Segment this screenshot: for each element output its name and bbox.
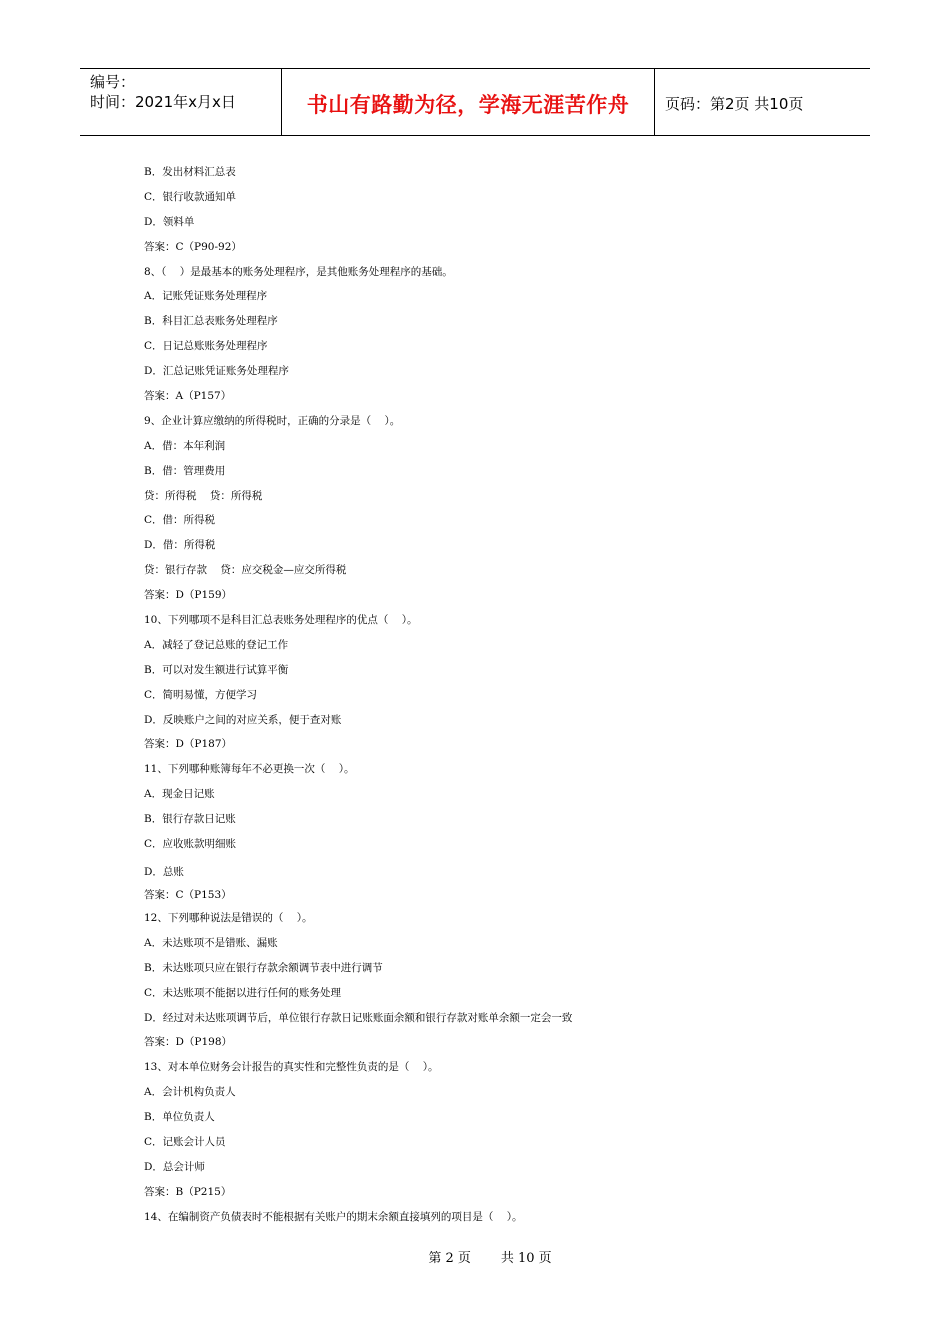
- question-line: 14、在编制资产负债表时不能根据有关账户的期末余额直接填列的项目是（ ）。: [144, 1210, 523, 1223]
- text-line: A．现金日记账: [144, 788, 215, 801]
- text-line: C．记账会计人员: [144, 1135, 226, 1148]
- question-line: 10、下列哪项不是科目汇总表账务处理程序的优点（ ）。: [144, 614, 418, 627]
- text-line: C．借：所得税: [144, 514, 216, 527]
- footer-page-total: 共 10 页: [500, 1251, 552, 1266]
- date-text: 时间：2021年x月x日: [90, 93, 236, 111]
- page-header: [80, 68, 870, 136]
- question-line: 8、（ ）是最基本的账务处理程序，是其他账务处理程序的基础。: [144, 265, 453, 278]
- text-line: A．未达账项不是错账、漏账: [144, 936, 278, 949]
- question-line: 9、企业计算应缴纳的所得税时，正确的分录是（ ）。: [144, 414, 401, 427]
- text-line: D．总账: [144, 865, 184, 878]
- text-line: B．发出材料汇总表: [144, 166, 236, 178]
- header-meta-cell: [80, 69, 282, 135]
- text-line: D．借：所得税: [144, 539, 216, 552]
- text-line: B．借：管理费用: [144, 464, 226, 477]
- text-line: 贷：银行存款 贷：应交税金—应交所得税: [144, 564, 347, 577]
- header-page-cell: [655, 69, 870, 135]
- text-line: A．记账凭证账务处理程序: [144, 290, 268, 303]
- question-line: 13、对本单位财务会计报告的真实性和完整性负责的是（ ）。: [144, 1061, 439, 1074]
- question-content: [144, 160, 864, 1230]
- text-line: D．总会计师: [144, 1160, 205, 1173]
- text-line: C．未达账项不能据以进行任何的账务处理: [144, 986, 342, 999]
- text-line: B．未达账项只应在银行存款余额调节表中进行调节: [144, 961, 383, 974]
- text-line: B．银行存款日记账: [144, 813, 236, 826]
- answer-line: 答案：B（P215）: [144, 1185, 232, 1198]
- text-line: A．减轻了登记总账的登记工作: [144, 638, 289, 651]
- header-motto-cell: [282, 69, 655, 135]
- answer-line: 答案：C（P90-92）: [144, 240, 242, 253]
- answer-line: 答案：D（P159）: [144, 589, 233, 602]
- text-line: A．会计机构负责人: [144, 1086, 236, 1099]
- text-line: D．经过对未达账项调节后，单位银行存款日记账账面余额和银行存款对账单余额一定会一致: [144, 1011, 573, 1024]
- text-line: D．反映账户之间的对应关系，便于查对账: [144, 713, 342, 726]
- text-line: D．汇总记账凭证账务处理程序: [144, 365, 289, 378]
- text-line: B．科目汇总表账务处理程序: [144, 315, 278, 328]
- question-line: 12、下列哪种说法是错误的（ ）。: [144, 911, 313, 924]
- text-line: C．应收账款明细账: [144, 838, 237, 851]
- text-line: B．可以对发生额进行试算平衡: [144, 663, 289, 676]
- page-info: 页码：第2页 共10页: [665, 95, 804, 113]
- text-line: B．单位负责人: [144, 1111, 215, 1124]
- page-footer: [0, 1247, 950, 1266]
- text-line: C．银行收款通知单: [144, 190, 237, 203]
- answer-line: 答案：A（P157）: [144, 390, 232, 403]
- motto: 书山有路勤为径，学海无涯苦作舟: [306, 92, 630, 117]
- footer-page-number: 第 2 页: [428, 1251, 471, 1266]
- answer-line: 答案：D（P198）: [144, 1036, 233, 1049]
- text-line: 贷：所得税 贷：所得税: [144, 489, 263, 502]
- text-line: A．借：本年利润: [144, 439, 226, 452]
- serial-label: 编号：: [90, 73, 136, 91]
- answer-line: 答案：D（P187）: [144, 738, 233, 751]
- text-line: C．日记总账账务处理程序: [144, 340, 268, 353]
- text-line: C．简明易懂，方便学习: [144, 688, 258, 701]
- text-line: D．领料单: [144, 215, 195, 228]
- answer-line: 答案：C（P153）: [144, 888, 232, 901]
- question-line: 11、下列哪种账簿每年不必更换一次（ ）。: [144, 763, 355, 776]
